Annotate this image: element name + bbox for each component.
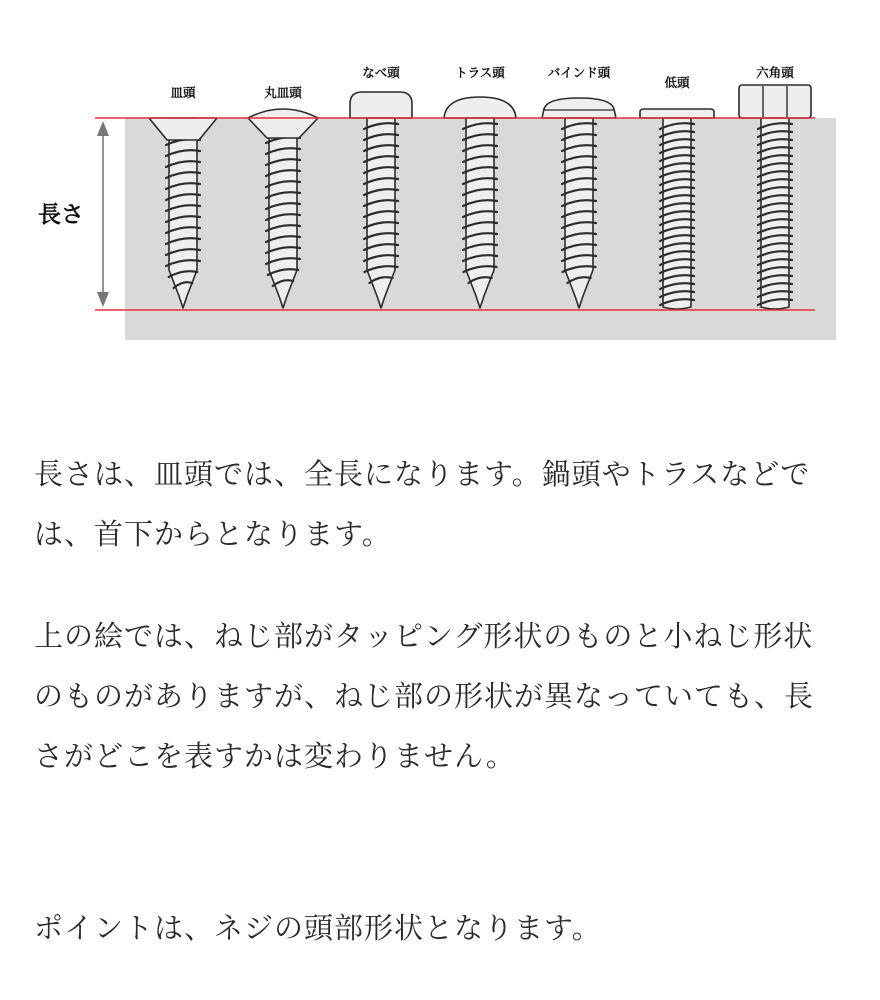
paragraph-point: ポイントは、ネジの頭部形状となります。: [34, 911, 602, 945]
length-arrow: [97, 121, 109, 307]
pan-head: [350, 92, 412, 118]
screw-label: 丸皿頭: [264, 85, 302, 100]
screw-length-diagram: [0, 0, 880, 360]
paragraph-length-definition: 長さは、皿頭では、全長になります。鍋頭やトラスなどでは、首下からとなります。: [34, 457, 811, 551]
screw-label: バインド頭: [547, 65, 611, 80]
paragraph-thread-shape: 上の絵では、ねじ部がタッピング形状のものと小ねじ形状のものがありますが、ねじ部の形状が異なっていても、長さがどこを表すかは変わりません。: [34, 619, 815, 773]
screw-label: 低頭: [664, 75, 690, 90]
screw-label: トラス頭: [455, 65, 505, 80]
screw-label: なべ頭: [362, 65, 400, 80]
screw-label: 皿頭: [170, 85, 196, 100]
screw-label: 六角頭: [756, 65, 794, 80]
truss-head: [444, 97, 516, 118]
screw-shank: [169, 118, 197, 308]
low-head: [640, 109, 714, 118]
hex-head: [739, 85, 811, 118]
screw-shank: [269, 118, 297, 308]
length-label: 長さ: [38, 202, 84, 228]
binding-head: [542, 98, 616, 118]
